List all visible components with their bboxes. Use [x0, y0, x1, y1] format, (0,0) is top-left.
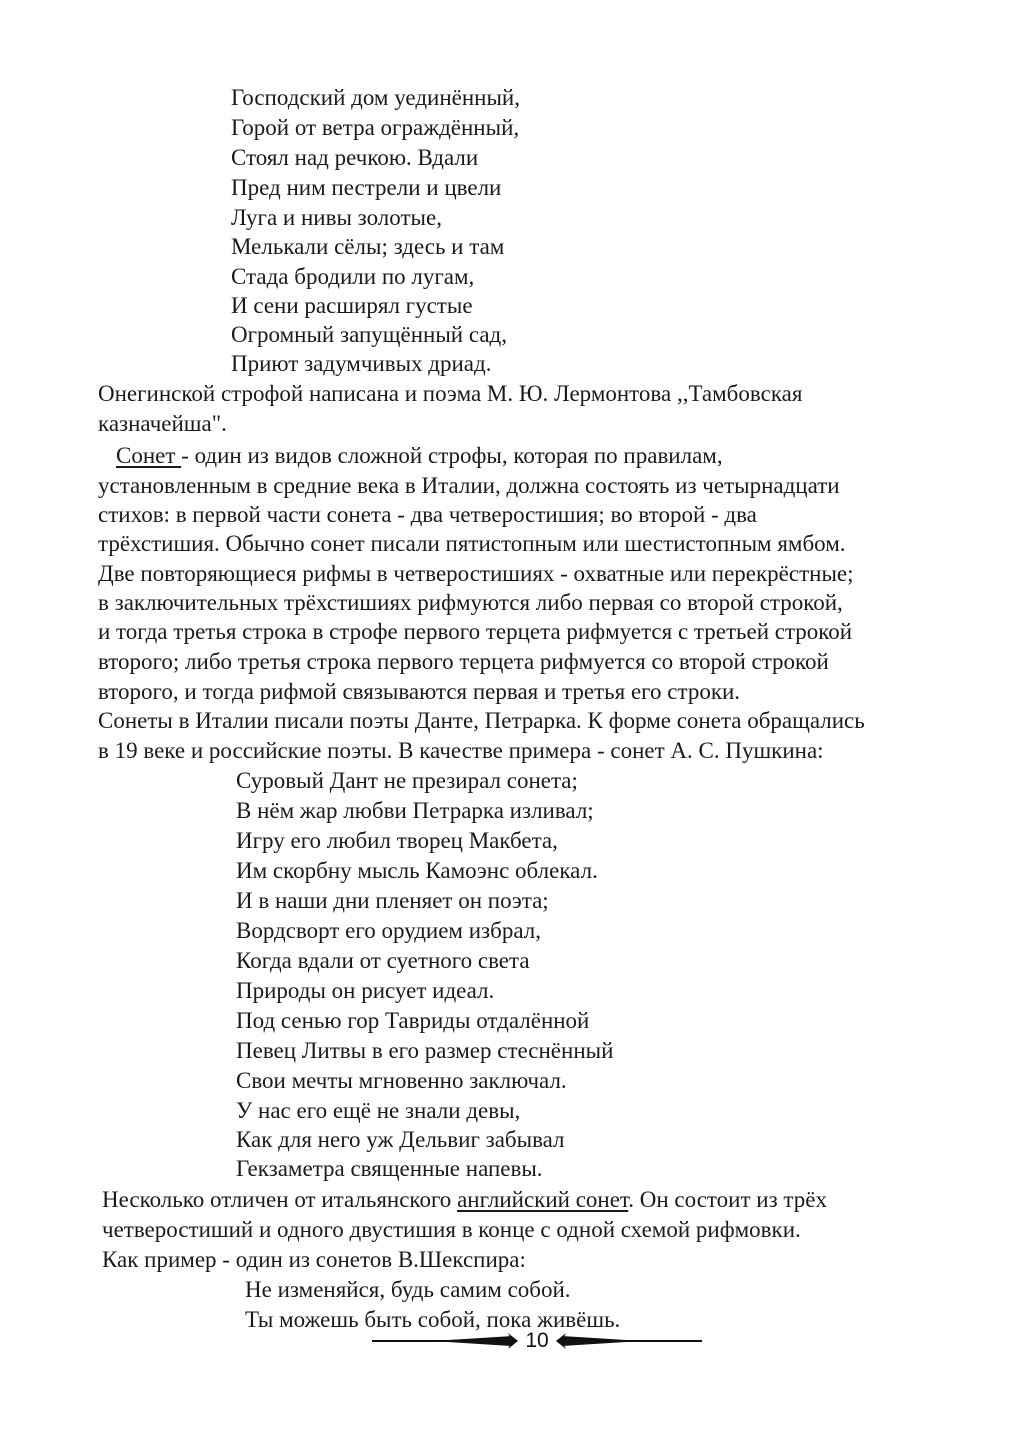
verse-line: Стоял над речкою. Вдали: [231, 145, 479, 170]
text-line: в заключительных трёхстишиях рифмуются либо первая со второй строкой,: [98, 590, 843, 615]
verse-line: Свои мечты мгновенно заключал.: [236, 1068, 567, 1093]
text-span: Несколько отличен от итальянского: [102, 1187, 458, 1212]
verse-line: Природы он рисует идеал.: [236, 978, 495, 1003]
page-footer: [372, 1327, 702, 1357]
verse-line: Гекзаметра священные напевы.: [236, 1156, 543, 1181]
text-line: стихов: в первой части сонета - два четверостишия; во второй - два: [98, 502, 757, 527]
verse-line: У нас его ещё не знали девы,: [236, 1098, 521, 1123]
verse-line: Не изменяйся, будь самим собой.: [245, 1277, 571, 1302]
verse-line: Суровый Дант не презирал сонета;: [236, 768, 578, 793]
text-line: второго; либо третья строка первого терцета рифмуется со второй строкой: [98, 649, 829, 674]
verse-line: Мелькали сёлы; здесь и там: [231, 234, 505, 259]
page-number: 10: [525, 1329, 549, 1352]
text-line: Онегинской строфой написана и поэма М. Ю. Лермонтова ,,Тамбовская: [98, 381, 803, 406]
verse-line: Огромный запущённый сад,: [231, 322, 507, 347]
verse-line: Господский дом уединённый,: [231, 85, 520, 110]
english-sonnet-term: английский сонет: [457, 1187, 629, 1212]
verse-line: Стада бродили по лугам,: [231, 264, 475, 289]
text-line: установленным в средние века в Италии, должна состоять из четырнадцати: [98, 473, 840, 498]
verse-line: И сени расширял густые: [231, 293, 473, 318]
text-line: Как пример - один из сонетов В.Шекспира:: [102, 1247, 526, 1272]
text-line: трёхстишия. Обычно сонет писали пятистопным или шестистопным ямбом.: [98, 531, 846, 556]
text-line: и тогда третья строка в строфе первого терцета рифмуется с третьей строкой: [98, 619, 853, 644]
sonnet-term: Сонет: [116, 443, 182, 468]
verse-line: Как для него уж Дельвиг забывал: [236, 1127, 565, 1152]
verse-line: Ты можешь быть собой, пока живёшь.: [245, 1307, 621, 1332]
verse-line: Когда вдали от суетного света: [236, 948, 530, 973]
text-line: четверостиший и одного двустишия в конце с одной схемой рифмовки.: [102, 1217, 801, 1242]
text-line: Сонеты в Италии писали поэты Данте, Петрарка. К форме сонета обращались: [98, 708, 865, 733]
text-span: . Он состоит из трёх: [628, 1187, 827, 1212]
text-line: казначейша".: [98, 411, 227, 436]
verse-line: Луга и нивы золотые,: [231, 205, 442, 230]
text-line: Две повторяющиеся рифмы в четверостишиях - охватные или перекрёстные;: [98, 561, 854, 586]
verse-line: Певец Литвы в его размер стеснённый: [236, 1038, 614, 1063]
verse-line: Горой от ветра ограждённый,: [231, 115, 520, 140]
verse-line: Вордсворт его орудием избрал,: [236, 918, 541, 943]
verse-line: И в наши дни пленяет он поэта;: [236, 888, 549, 913]
verse-line: Им скорбну мысль Камоэнс облекал.: [236, 858, 598, 883]
text-line: второго, и тогда рифмой связываются первая и третья его строки.: [98, 679, 741, 704]
text-line: [116, 444, 723, 467]
verse-line: Приют задумчивых дриад.: [231, 351, 492, 376]
verse-line: Игру его любил творец Макбета,: [236, 828, 558, 853]
text-line: [102, 1188, 827, 1211]
verse-line: Под сенью гор Тавриды отдалённой: [236, 1008, 590, 1033]
verse-line: Пред ним пестрели и цвели: [231, 175, 502, 200]
text-line: в 19 веке и российские поэты. В качестве примера - сонет А. С. Пушкина:: [98, 738, 824, 763]
text-span: - один из видов сложной строфы, которая по правилам,: [181, 443, 723, 468]
verse-line: В нём жар любви Петрарка изливал;: [236, 798, 594, 823]
